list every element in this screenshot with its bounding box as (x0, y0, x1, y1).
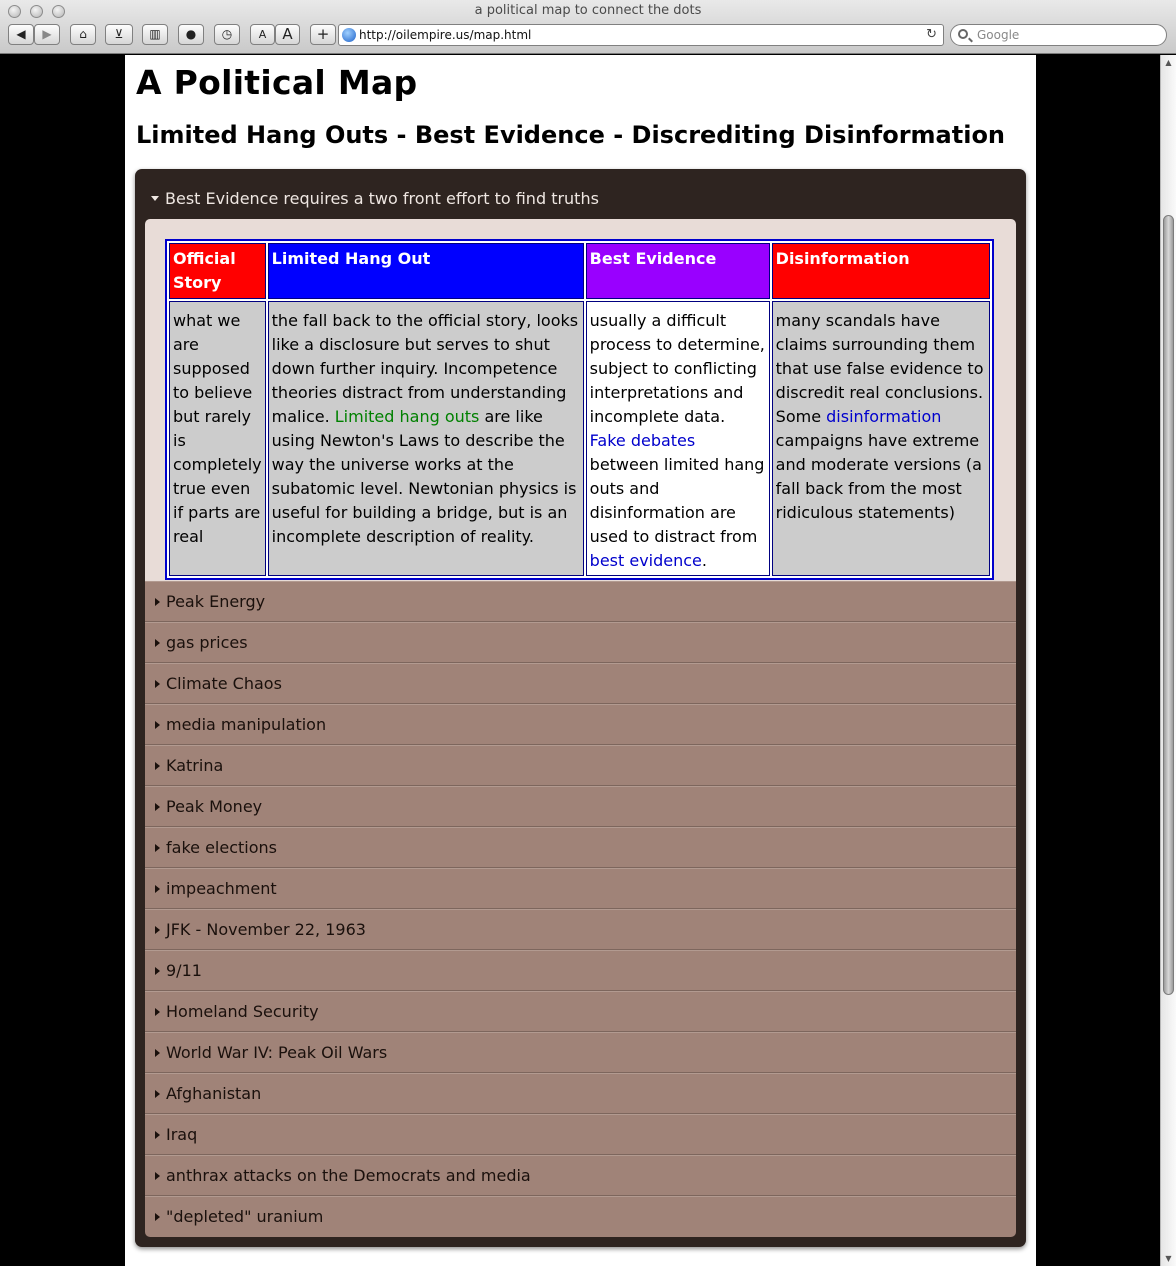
header-disinformation: Disinformation (772, 243, 990, 299)
book-icon: ▥ (149, 27, 161, 41)
triangle-right-icon (155, 885, 160, 893)
accordion-item-world-war-iv[interactable] (145, 1032, 1016, 1073)
disinformation-link[interactable]: disinformation (826, 407, 942, 426)
accordion-item-peak-energy[interactable] (145, 581, 1016, 622)
back-button[interactable] (8, 24, 34, 45)
triangle-right-icon (155, 926, 160, 934)
forward-icon: ▶ (42, 27, 52, 41)
accordion-item-label: media manipulation (166, 715, 327, 734)
table-row (169, 301, 990, 576)
cell-text: between limited hang outs and disinformation are used to distract from (589, 455, 765, 546)
page-subtitle: Limited Hang Outs - Best Evidence - Discrediting Disinformation (136, 121, 1006, 149)
accordion-item-impeachment[interactable] (145, 868, 1016, 909)
triangle-right-icon (155, 1090, 160, 1098)
forward-button[interactable] (34, 24, 60, 45)
accordion-item-label: Afghanistan (166, 1084, 262, 1103)
bookmark-add-icon: ⊻ (114, 27, 124, 41)
cell-official-story: what we are supposed to believe but rarely is completely true even if parts are real (169, 301, 266, 576)
limited-hang-outs-link[interactable]: Limited hang outs (334, 407, 480, 426)
accordion-item-fake-elections[interactable] (145, 827, 1016, 868)
accordion-item-label: gas prices (166, 633, 248, 652)
accordion-item-label: Peak Money (166, 797, 263, 816)
accordion-item-label: "depleted" uranium (166, 1207, 324, 1226)
fake-debates-link[interactable]: Fake debates (589, 431, 696, 450)
accordion-item-label: World War IV: Peak Oil Wars (166, 1043, 388, 1062)
reload-icon[interactable]: ↻ (926, 27, 937, 42)
accordion-item-gas-prices[interactable] (145, 622, 1016, 663)
header-best-evidence: Best Evidence (586, 243, 770, 299)
cell-text: . (701, 551, 707, 570)
triangle-right-icon (155, 680, 160, 688)
header-limited-hang-out: Limited Hang Out (268, 243, 584, 299)
search-field[interactable] (950, 24, 1167, 46)
accordion-header-best-evidence[interactable] (151, 189, 599, 208)
triangle-right-icon (155, 1131, 160, 1139)
accordion-item-label: Homeland Security (166, 1002, 319, 1021)
home-icon: ⌂ (79, 27, 87, 41)
add-bookmark-button[interactable]: + (310, 24, 336, 45)
accordion-items (145, 581, 1016, 1237)
scroll-thumb[interactable] (1163, 215, 1174, 995)
address-bar[interactable] (338, 24, 944, 46)
accordion-item-label: fake elections (166, 838, 277, 857)
accordion-item-peak-money[interactable] (145, 786, 1016, 827)
page-content (125, 55, 1036, 1266)
triangle-right-icon (155, 721, 160, 729)
triangle-right-icon (155, 1049, 160, 1057)
accordion-item-label: anthrax attacks on the Democrats and media (166, 1166, 531, 1185)
triangle-right-icon (155, 1213, 160, 1221)
accordion-item-label: 9/11 (166, 961, 202, 980)
accordion-menu (135, 169, 1026, 1247)
vertical-scrollbar[interactable] (1160, 55, 1176, 1266)
window-title: a political map to connect the dots (474, 3, 702, 18)
accordion-panel-best-evidence (145, 219, 1016, 581)
triangle-right-icon (155, 1008, 160, 1016)
accordion-item-9-11[interactable] (145, 950, 1016, 991)
triangle-right-icon (155, 1172, 160, 1180)
cell-best-evidence (586, 301, 770, 576)
text-smaller-button[interactable]: A (250, 24, 275, 45)
accordion-item-iraq[interactable] (145, 1114, 1016, 1155)
cell-text: campaigns have extreme and moderate versions (a fall back from the most ridiculous statements) (775, 431, 982, 522)
triangle-down-icon (151, 196, 159, 201)
address-text: http://oilempire.us/map.html (359, 28, 532, 42)
stop-button[interactable] (178, 24, 204, 45)
page-title: A Political Map (136, 63, 418, 102)
accordion-item-label: JFK - November 22, 1963 (166, 920, 366, 939)
accordion-item-afghanistan[interactable] (145, 1073, 1016, 1114)
accordion-item-jfk[interactable] (145, 909, 1016, 950)
triangle-right-icon (155, 639, 160, 647)
clock-icon: ◷ (221, 27, 233, 41)
table-header-row (169, 243, 990, 299)
cell-limited-hang-out (268, 301, 584, 576)
search-placeholder: Google (977, 28, 1020, 42)
triangle-right-icon (155, 967, 160, 975)
cell-text: many scandals have claims surrounding them that use false evidence to discredit real conclusions. Some (775, 311, 984, 426)
accordion-item-anthrax-attacks[interactable] (145, 1155, 1016, 1196)
browser-toolbar (0, 0, 1176, 54)
accordion-item-media-manipulation[interactable] (145, 704, 1016, 745)
triangle-right-icon (155, 803, 160, 811)
accordion-item-label: impeachment (166, 879, 277, 898)
triangle-right-icon (155, 844, 160, 852)
text-bigger-button[interactable]: A (275, 24, 300, 45)
home-button[interactable] (70, 24, 96, 45)
evidence-table (165, 239, 994, 580)
cell-text: usually a difficult process to determine, subject to conflicting interpretations and incomplete data. (589, 311, 765, 426)
accordion-item-climate-chaos[interactable] (145, 663, 1016, 704)
bookmarks-button[interactable] (142, 24, 168, 45)
back-icon: ◀ (16, 27, 26, 41)
accordion-item-label: Katrina (166, 756, 224, 775)
stop-icon: ● (185, 27, 197, 41)
scroll-up-arrow-icon[interactable]: ▲ (1165, 58, 1172, 67)
header-official-story: Official Story (169, 243, 266, 299)
cell-disinformation (772, 301, 990, 576)
history-button[interactable] (214, 24, 240, 45)
cell-text: the fall back to the official story, looks like a disclosure but serves to shut down further inquiry. Incompetence theories distract from understanding malice. (271, 311, 579, 426)
add-bookmark-toolbar-button[interactable] (105, 24, 133, 45)
accordion-item-depleted-uranium[interactable] (145, 1196, 1016, 1237)
globe-icon (342, 28, 356, 42)
triangle-right-icon (155, 762, 160, 770)
accordion-item-label: Climate Chaos (166, 674, 282, 693)
accordion-item-katrina[interactable] (145, 745, 1016, 786)
scroll-down-arrow-icon[interactable]: ▼ (1165, 1254, 1172, 1263)
search-icon (958, 29, 968, 39)
accordion-item-label: Iraq (166, 1125, 198, 1144)
triangle-right-icon (155, 598, 160, 606)
accordion-item-homeland-security[interactable] (145, 991, 1016, 1032)
cell-text: are like using Newton's Laws to describe the way the universe works at the subatomic level. Newtonian physics is useful for building a bridge, but is an incomplete description of reality. (271, 407, 577, 546)
accordion-header-label: Best Evidence requires a two front effort to find truths (165, 189, 599, 208)
accordion-item-label: Peak Energy (166, 592, 266, 611)
best-evidence-link[interactable]: best evidence (589, 551, 702, 570)
